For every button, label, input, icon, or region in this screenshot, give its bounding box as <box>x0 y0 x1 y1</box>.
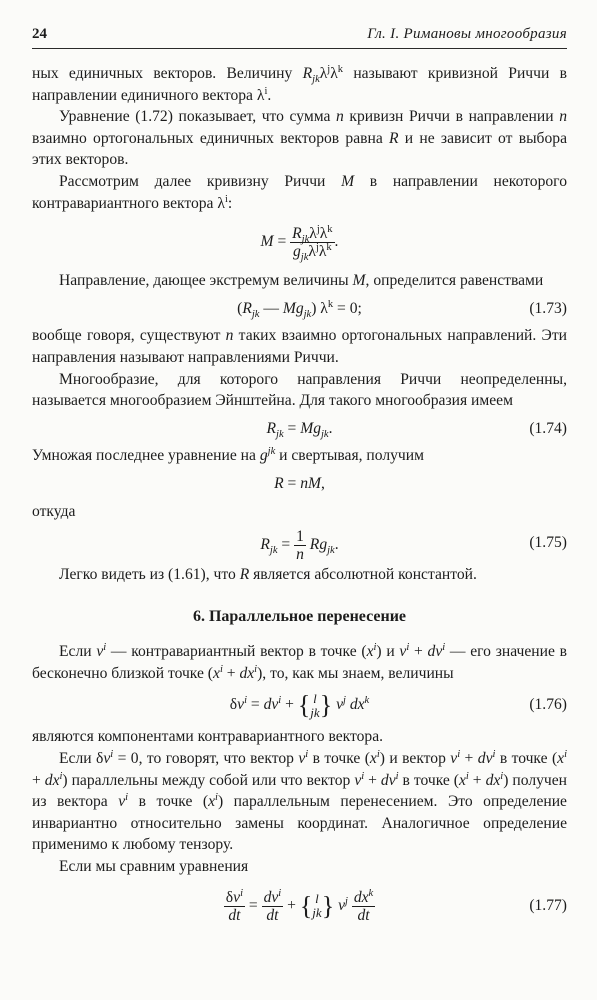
paragraph: являются компонентами контравариантного вектора. <box>32 728 384 746</box>
paragraph: Если $\delta v^i = 0$, то говорят, что вектор $v^i$ в точке $(x^i)$ и вектор $v^i + dv^i$ в точке $(x^i + dx^i)$ параллельны между собой или что вектор $v^i + dv^i$ в точке $(x^i + dx^i)$ получен из вектора $v^i$ в точке $(x^i)$ параллельным перенесением. Это определение инвариантно относительно замены координат. Аналогичное определение применимо к любому тензору. <box>32 748 568 854</box>
equation-number: (1.74) <box>529 419 567 437</box>
paragraph: Если мы сравним уравнения <box>59 858 249 876</box>
equation: $R_{jk}$ = $\frac{1}{n}$ $Rg_{jk}$. (1.75) <box>260 528 567 564</box>
equation-number: (1.76) <box>529 696 567 714</box>
paragraph: ных единичных векторов. Величину $R_{jk}\lambda^j\lambda^k$ называют кривизной Риччи в направлении единичного вектора $\lambda^i$. <box>32 63 567 104</box>
paragraph: Если $v^i$ — контравариантный вектор в точке $(x^i)$ и $v^i + dv^i$ — его значение в бесконечно близкой точке $(x^i + dx^i)$, то, как мы знаем, величины <box>32 642 567 682</box>
equation: $\frac{\delta v^i}{dt}$ = $\frac{dv^i}{dt}$ + { l jk } $v^j$ $\frac{dx^k}{dt}$ (1.77) <box>32 884 567 928</box>
paragraph: откуда <box>32 502 76 520</box>
equation: $R_{jk} = Mg_{jk}$. (1.74) <box>266 419 567 440</box>
equation: ($R_{jk}$ — $Mg_{jk}$) $\lambda^k = 0$; (1.73) <box>237 298 567 320</box>
paragraph: Рассмотрим далее кривизну Риччи M в направлении некоторого контравариантного вектора $\lambda^i$: <box>32 172 567 212</box>
paragraph: вообще говоря, существуют n таких взаимно ортогональных направлений. Эти направления называют направлениями Риччи. <box>32 327 567 366</box>
page-number: 24 <box>32 26 47 42</box>
page-body <box>32 63 567 934</box>
page-header <box>32 24 567 46</box>
section-heading: 6. Параллельное перенесение <box>192 607 407 625</box>
equation-number: (1.73) <box>529 299 567 317</box>
equation: $\delta v^i = dv^i$ + { l jk } $v^j$ $dx^k$ (1.76) <box>229 690 567 720</box>
equation: M = $\frac{R_{jk}\lambda^j\lambda^k}{g_{jk}\lambda^j\lambda^k}$ . <box>260 223 339 264</box>
paragraph: Направление, дающее экстремум величины M, определится равенствами <box>59 272 544 290</box>
paragraph: Уравнение (1.72) показывает, что сумма n кривизн Риччи в направлении n взаимно ортогональных единичных векторов равна R и не зависит от выбора этих векторов. <box>32 108 567 169</box>
paragraph: Легко видеть из (1.61), что R является абсолютной константой. <box>59 566 477 584</box>
equation-number: (1.77) <box>529 896 567 914</box>
equation-number: (1.75) <box>529 534 567 552</box>
paragraph: Умножая последнее уравнение на $g^{jk}$ и свертывая, получим <box>32 446 424 465</box>
equation: R = nM, <box>274 474 325 492</box>
header-rule <box>32 48 567 49</box>
paragraph: Многообразие, для которого направления Риччи неопределенны, называется многообразием Эйнштейна. Для такого многообразия имеем <box>32 370 567 410</box>
running-title: Гл. I. Римановы многообразия <box>367 26 567 42</box>
